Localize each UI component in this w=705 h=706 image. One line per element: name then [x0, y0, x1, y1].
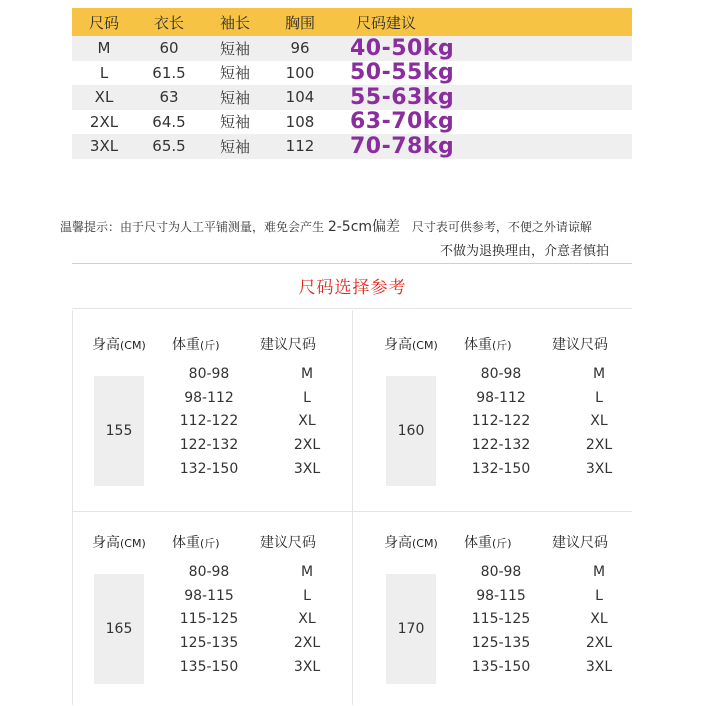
length-cell: 60: [159, 39, 179, 58]
chest-cell: 112: [285, 137, 315, 156]
reference-divider: [72, 308, 632, 309]
sleeve-cell: 短袖: [219, 64, 250, 83]
recommended-size: L: [303, 587, 311, 604]
weight-range: 122-132: [179, 437, 239, 454]
size-row: [72, 36, 632, 61]
chest-cell: 104: [285, 88, 315, 107]
recommended-size: L: [303, 389, 311, 406]
weight-range: 98-115: [476, 587, 526, 604]
header-size: 建议尺码: [260, 535, 316, 551]
recommended-size: 2XL: [585, 635, 613, 652]
height-panel: [384, 330, 644, 508]
panel-row: [164, 362, 344, 386]
size-cell: XL: [94, 88, 114, 107]
header-weight: [172, 532, 220, 552]
header-recommend: 尺码建议: [356, 13, 417, 32]
size-cell: L: [99, 63, 109, 82]
header-size: 尺码: [88, 13, 119, 32]
length-cell: 63: [159, 88, 179, 107]
header-weight-label: 体重: [172, 337, 200, 353]
sleeve-cell: 短袖: [219, 88, 250, 107]
weight-range: 112-122: [471, 413, 531, 430]
grid-line: [352, 310, 353, 705]
recommended-size: 2XL: [293, 437, 321, 454]
panel-row: [164, 457, 344, 481]
recommended-size: M: [300, 365, 314, 382]
header-weight-label: 体重: [464, 337, 492, 353]
height-panel: [384, 528, 644, 706]
panel-row: [456, 655, 636, 679]
weight-recommend-cell: 50-55kg: [350, 60, 455, 86]
panel-row: [456, 560, 636, 584]
recommended-size: 3XL: [293, 461, 321, 478]
panel-row: [164, 584, 344, 608]
panel-row: [456, 433, 636, 457]
size-cell: M: [97, 39, 111, 58]
size-row: [72, 110, 632, 135]
weight-range: 80-98: [188, 365, 230, 382]
panel-row: [164, 433, 344, 457]
chest-cell: 108: [285, 112, 315, 131]
length-cell: 64.5: [152, 112, 186, 131]
notice-line-1: [60, 216, 632, 236]
weight-recommend-cell: 70-78kg: [350, 133, 455, 159]
header-weight: [464, 532, 512, 552]
panel-row: [456, 631, 636, 655]
weight-range: 98-112: [184, 389, 234, 406]
header-height-label: 身高: [92, 535, 120, 551]
height-value: 165: [94, 574, 144, 684]
header-height-label: 身高: [384, 535, 412, 551]
divider: [72, 263, 632, 264]
header-height-unit: (CM): [120, 537, 146, 550]
panel-row: [164, 560, 344, 584]
size-cell: 2XL: [89, 112, 119, 131]
size-table-header: [72, 8, 632, 36]
grid-line: [72, 511, 632, 512]
header-chest: 胸围: [284, 13, 315, 32]
panel-rows: [164, 560, 344, 679]
recommended-size: L: [595, 587, 603, 604]
panel-row: [164, 655, 344, 679]
panel-row: [456, 410, 636, 434]
size-cell: 3XL: [89, 137, 119, 156]
panel-row: [456, 386, 636, 410]
header-height: [92, 334, 146, 354]
header-weight-label: 体重: [172, 535, 200, 551]
size-row: [72, 61, 632, 86]
recommended-size: M: [592, 563, 606, 580]
header-size: 建议尺码: [552, 337, 608, 353]
size-row: [72, 85, 632, 110]
size-table: [72, 8, 632, 159]
header-height: [384, 532, 438, 552]
height-value: 155: [94, 376, 144, 486]
chest-cell: 100: [285, 63, 315, 82]
weight-range: 125-135: [179, 635, 239, 652]
recommended-size: 2XL: [585, 437, 613, 454]
sleeve-cell: 短袖: [219, 113, 250, 132]
header-height: [92, 532, 146, 552]
notice-text-c: 尺寸表可供参考，不便之外请谅解: [411, 220, 592, 234]
sleeve-cell: 短袖: [219, 39, 250, 58]
header-weight-unit: (斤): [492, 537, 512, 550]
height-panel: [92, 330, 352, 508]
weight-range: 115-125: [471, 611, 531, 628]
panel-row: [456, 362, 636, 386]
recommended-size: M: [300, 563, 314, 580]
header-weight: [172, 334, 220, 354]
weight-range: 122-132: [471, 437, 531, 454]
recommended-size: 3XL: [585, 461, 613, 478]
weight-range: 135-150: [471, 659, 531, 676]
weight-range: 80-98: [480, 563, 522, 580]
header-size: 建议尺码: [552, 535, 608, 551]
weight-recommend-cell: 55-63kg: [350, 84, 455, 110]
header-weight-unit: (斤): [200, 537, 220, 550]
header-height-unit: (CM): [120, 339, 146, 352]
header-height-label: 身高: [384, 337, 412, 353]
panel-row: [164, 608, 344, 632]
header-weight-unit: (斤): [200, 339, 220, 352]
panel-rows: [164, 362, 344, 481]
recommended-size: 3XL: [293, 659, 321, 676]
weight-range: 80-98: [480, 365, 522, 382]
recommended-size: 3XL: [585, 659, 613, 676]
height-value: 170: [386, 574, 436, 684]
panel-row: [456, 457, 636, 481]
panel-row: [164, 631, 344, 655]
panel-row: [456, 584, 636, 608]
header-size: 建议尺码: [260, 337, 316, 353]
weight-range: 80-98: [188, 563, 230, 580]
panel-row: [164, 386, 344, 410]
recommended-size: XL: [590, 611, 608, 628]
header-height-unit: (CM): [412, 339, 438, 352]
weight-range: 135-150: [179, 659, 239, 676]
sleeve-cell: 短袖: [219, 137, 250, 156]
header-height: [384, 334, 438, 354]
recommended-size: XL: [298, 611, 316, 628]
size-table-body: [72, 36, 632, 159]
size-row: [72, 134, 632, 159]
notice-deviation: 2-5cm偏差: [327, 219, 401, 235]
header-weight: [464, 334, 512, 354]
panel-rows: [456, 560, 636, 679]
length-cell: 65.5: [152, 137, 186, 156]
header-length: 衣长: [153, 13, 184, 32]
panel-row: [456, 608, 636, 632]
recommended-size: XL: [590, 413, 608, 430]
header-sleeve: 袖长: [219, 13, 250, 32]
height-panel: [92, 528, 352, 706]
reference-title: 尺码选择参考: [298, 278, 407, 298]
weight-recommend-cell: 63-70kg: [350, 109, 455, 135]
weight-recommend-cell: 40-50kg: [350, 35, 455, 61]
recommended-size: 2XL: [293, 635, 321, 652]
weight-range: 132-150: [471, 461, 531, 478]
length-cell: 61.5: [152, 63, 186, 82]
recommended-size: XL: [298, 413, 316, 430]
weight-range: 98-115: [184, 587, 234, 604]
weight-range: 115-125: [179, 611, 239, 628]
notice-line-2: 不做为退换理由，介意者慎拍: [440, 244, 610, 259]
recommended-size: M: [592, 365, 606, 382]
header-weight-label: 体重: [464, 535, 492, 551]
panel-rows: [456, 362, 636, 481]
weight-range: 112-122: [179, 413, 239, 430]
grid-line: [72, 310, 73, 705]
weight-range: 132-150: [179, 461, 239, 478]
header-height-unit: (CM): [412, 537, 438, 550]
chest-cell: 96: [290, 39, 310, 58]
height-value: 160: [386, 376, 436, 486]
panel-row: [164, 410, 344, 434]
weight-range: 98-112: [476, 389, 526, 406]
recommended-size: L: [595, 389, 603, 406]
header-weight-unit: (斤): [492, 339, 512, 352]
weight-range: 125-135: [471, 635, 531, 652]
header-height-label: 身高: [92, 337, 120, 353]
notice-text-a: 温馨提示：由于尺寸为人工平铺测量，难免会产生: [60, 220, 325, 234]
